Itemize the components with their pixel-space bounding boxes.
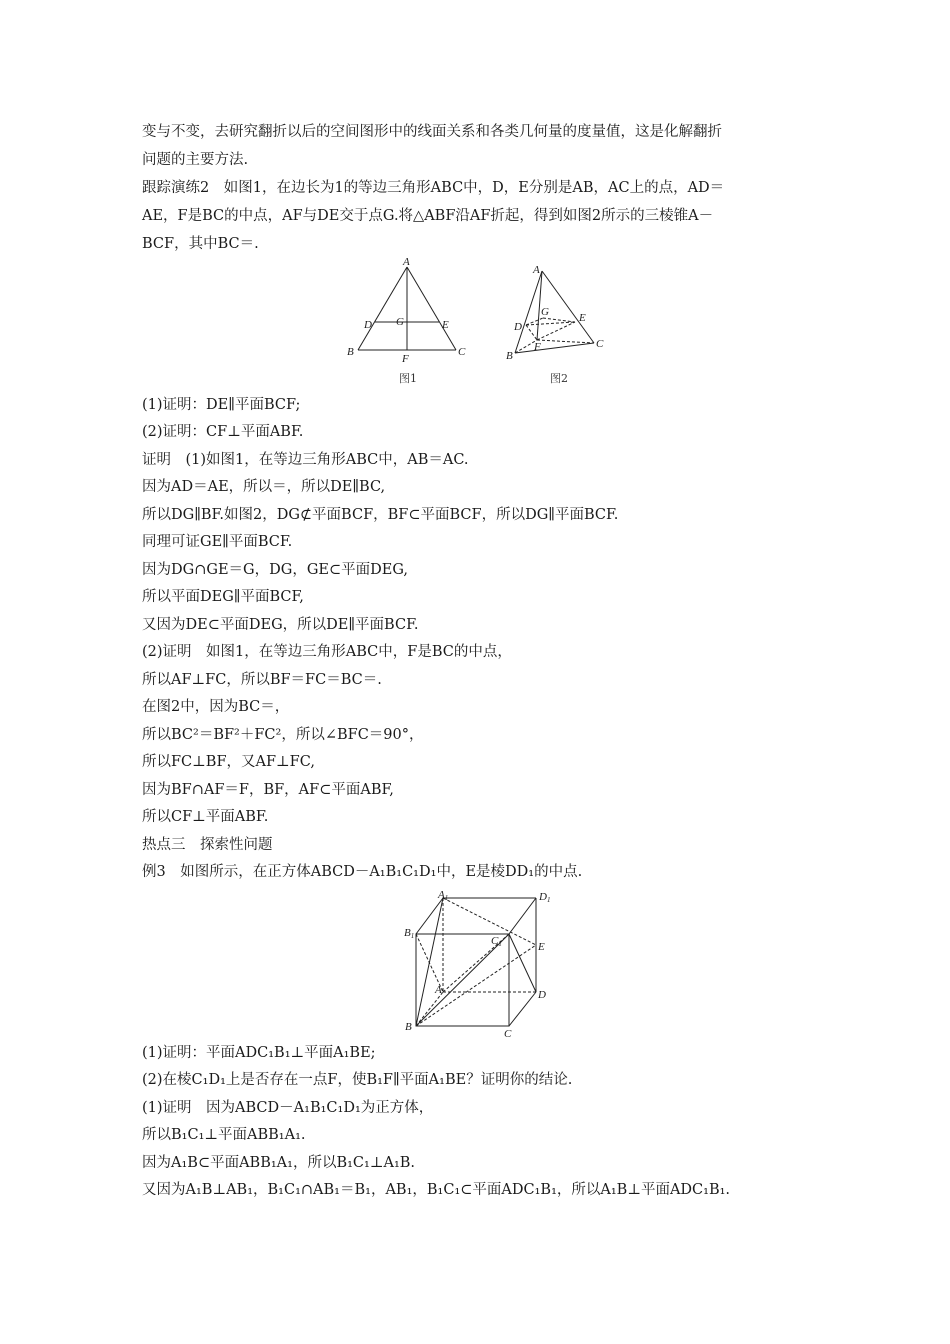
text-line: 同理可证GE∥平面BCF. xyxy=(142,534,293,550)
text-line: (1)证明：平面ADC₁B₁⊥平面A₁BE; xyxy=(142,1045,376,1061)
label-c: C xyxy=(504,1028,512,1040)
text-line: 所以平面DEG∥平面BCF, xyxy=(142,589,304,605)
text-line: 例3 如图所示，在正方体ABCD－A₁B₁C₁D₁中，E是棱DD₁的中点. xyxy=(142,864,583,880)
text-line: 因为AD＝AE，所以＝，所以DE∥BC, xyxy=(142,479,386,495)
text-line: 所以FC⊥BF，又AF⊥FC, xyxy=(142,754,315,770)
label-g: G xyxy=(541,306,549,318)
cube-figure xyxy=(398,888,558,1038)
label-a: A xyxy=(533,264,540,276)
text-line: (2)证明：CF⊥平面ABF. xyxy=(142,424,304,440)
figure-1-caption: 图1 xyxy=(399,372,417,385)
text-line: (1)证明 因为ABCD－A₁B₁C₁D₁为正方体， xyxy=(142,1100,434,1116)
cube-diagram xyxy=(416,898,536,1026)
label-e: E xyxy=(579,312,586,324)
label-f: F xyxy=(402,353,409,365)
text-line: 又因为A₁B⊥AB₁，B₁C₁∩AB₁＝B₁，AB₁，B₁C₁⊂平面ADC₁B₁，所以A₁B⊥平面ADC₁B₁. xyxy=(142,1182,731,1198)
label-g: G xyxy=(396,316,404,328)
figure-2-caption: 图2 xyxy=(550,372,568,385)
text-line: 问题的主要方法. xyxy=(142,152,249,168)
label-f: F xyxy=(534,341,541,353)
label-b: B xyxy=(405,1021,412,1033)
text-line: (1)证明：DE∥平面BCF; xyxy=(142,397,301,413)
text-line: 所以AF⊥FC，所以BF＝FC＝BC＝. xyxy=(142,672,382,688)
label-a: A xyxy=(403,256,410,268)
section-heading: 热点三 探索性问题 xyxy=(142,837,273,853)
label-e: E xyxy=(538,941,545,953)
text-line: (2)在棱C₁D₁上是否存在一点F，使B₁F∥平面A₁BE？证明你的结论. xyxy=(142,1072,573,1088)
label-c: C xyxy=(596,338,604,350)
label-b1: B1 xyxy=(404,927,415,940)
triangle-figures xyxy=(330,255,630,390)
text-line: 跟踪演练2 如图1，在边长为1的等边三角形ABC中，D，E分别是AB，AC上的点，AD＝ xyxy=(142,180,725,196)
label-a1: A1 xyxy=(438,889,449,902)
text-line: 在图2中，因为BC＝， xyxy=(142,699,290,715)
text-line: (2)证明 如图1，在等边三角形ABC中，F是BC的中点， xyxy=(142,644,512,660)
text-line: 因为DG∩GE＝G，DG，GE⊂平面DEG, xyxy=(142,562,409,578)
label-d: D xyxy=(538,989,546,1001)
text-line: 又因为DE⊂平面DEG，所以DE∥平面BCF. xyxy=(142,617,419,633)
text-line: 因为A₁B⊂平面ABB₁A₁，所以B₁C₁⊥A₁B. xyxy=(142,1155,416,1171)
text-line: BCF，其中BC＝. xyxy=(142,236,259,252)
text-line: 所以CF⊥平面ABF. xyxy=(142,809,269,825)
text-line: 所以DG∥BF.如图2，DG⊄平面BCF，BF⊂平面BCF，所以DG∥平面BCF. xyxy=(142,507,619,523)
label-d1: D1 xyxy=(539,891,551,904)
label-d: D xyxy=(364,319,372,331)
label-d: D xyxy=(514,321,522,333)
text-line: 因为BF∩AF＝F，BF，AF⊂平面ABF, xyxy=(142,782,394,798)
figure-1-diagram xyxy=(358,267,456,350)
text-line: AE，F是BC的中点，AF与DE交于点G.将△ABF沿AF折起，得到如图2所示的三棱锥A－ xyxy=(142,208,714,224)
text-line: 所以BC²＝BF²＋FC²，所以∠BFC＝90°， xyxy=(142,727,424,743)
label-b: B xyxy=(347,346,354,358)
label-c1: C1 xyxy=(491,935,502,948)
label-e: E xyxy=(442,319,449,331)
text-line: 证明 (1)如图1，在等边三角形ABC中，AB＝AC. xyxy=(142,452,469,468)
text-line: 变与不变，去研究翻折以后的空间图形中的线面关系和各类几何量的度量值，这是化解翻折 xyxy=(142,124,722,140)
label-b: B xyxy=(506,350,513,362)
text-line: 所以B₁C₁⊥平面ABB₁A₁. xyxy=(142,1127,306,1143)
label-c: C xyxy=(458,346,466,358)
label-a: A xyxy=(435,984,442,996)
